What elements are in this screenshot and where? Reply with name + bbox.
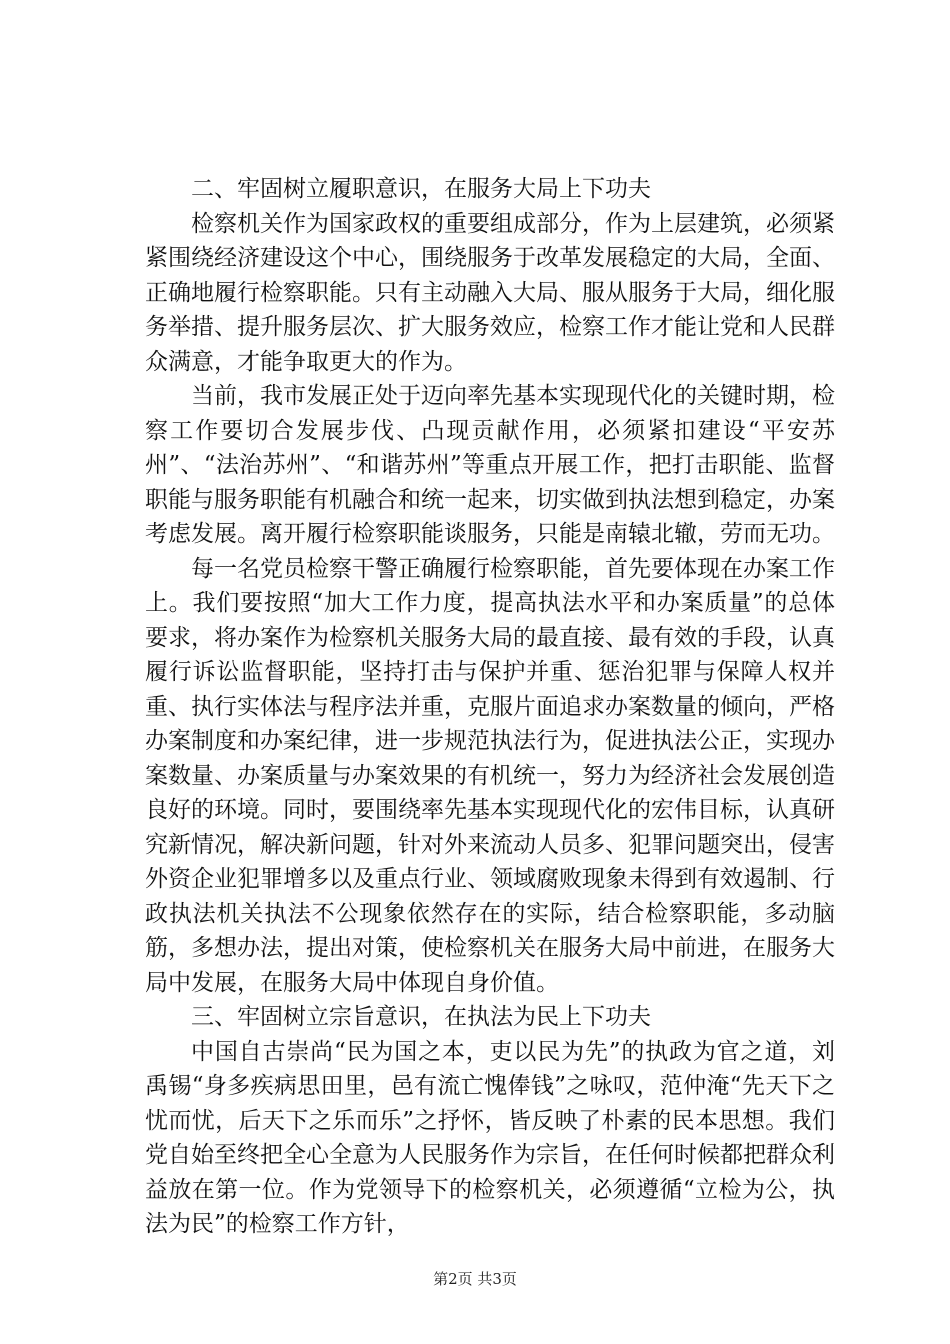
section-heading-2: 二、牢固树立履职意识，在服务大局上下功夫: [191, 176, 651, 202]
paragraph-1: 检察机关作为国家政权的重要组成部分，作为上层建筑，必须紧紧围绕经济建设这个中心，围绕服务于改革发展稳定的大局，全面、正确地履行检察职能。只有主动融入大局、服从服务于大局，细化服务举措、提升服务层次、扩大服务效应，检察工作才能让党和人民群众满意，才能争取更大的作为。: [145, 210, 835, 375]
page-footer: 第2页 共3页: [433, 1270, 517, 1288]
paragraph-4: 中国自古崇尚“民为国之本，吏以民为先”的执政为官之道，刘禹锡“身多疾病思田里，邑有流亡愧俸钱”之咏叹，范仲淹“先天下之忧而忧，后天下之乐而乐”之抒怀，皆反映了朴素的民本思想。我们党自始至终把全心全意为人民服务作为宗旨，在任何时候都把群众利益放在第一位。作为党领导下的检察机关，必须遵循“立检为公，执法为民”的检察工作方针，: [145, 1038, 835, 1237]
paragraph-3: 每一名党员检察干警正确履行检察职能，首先要体现在办案工作上。我们要按照“加大工作力度，提高执法水平和办案质量”的总体要求，将办案作为检察机关服务大局的最直接、最有效的手段，认真履行诉讼监督职能，坚持打击与保护并重、惩治犯罪与保障人权并重、执行实体法与程序法并重，克服片面追求办案数量的倾向，严格办案制度和办案纪律，进一步规范执法行为，促进执法公正，实现办案数量、办案质量与办案效果的有机统一，努力为经济社会发展创造良好的环境。同时，要围绕率先基本实现现代化的宏伟目标，认真研究新情况，解决新问题，针对外来流动人员多、犯罪问题突出，侵害外资企业犯罪增多以及重点行业、领域腐败现象未得到有效遏制、行政执法机关执法不公现象依然存在的实际，结合检察职能，多动脑筋，多想办法，提出对策，使检察机关在服务大局中前进，在服务大局中发展，在服务大局中体现自身价值。: [145, 555, 835, 996]
paragraph-2: 当前，我市发展正处于迈向率先基本实现现代化的关键时期，检察工作要切合发展步伐、凸现贡献作用，必须紧扣建设“平安苏州”、“法治苏州”、“和谐苏州”等重点开展工作，把打击职能、监督职能与服务职能有机融合和统一起来，切实做到执法想到稳定，办案考虑发展。离开履行检察职能谈服务，只能是南辕北辙，劳而无功。: [145, 383, 835, 547]
section-heading-3: 三、牢固树立宗旨意识，在执法为民上下功夫: [191, 1004, 651, 1030]
document-body: [145, 172, 835, 1242]
